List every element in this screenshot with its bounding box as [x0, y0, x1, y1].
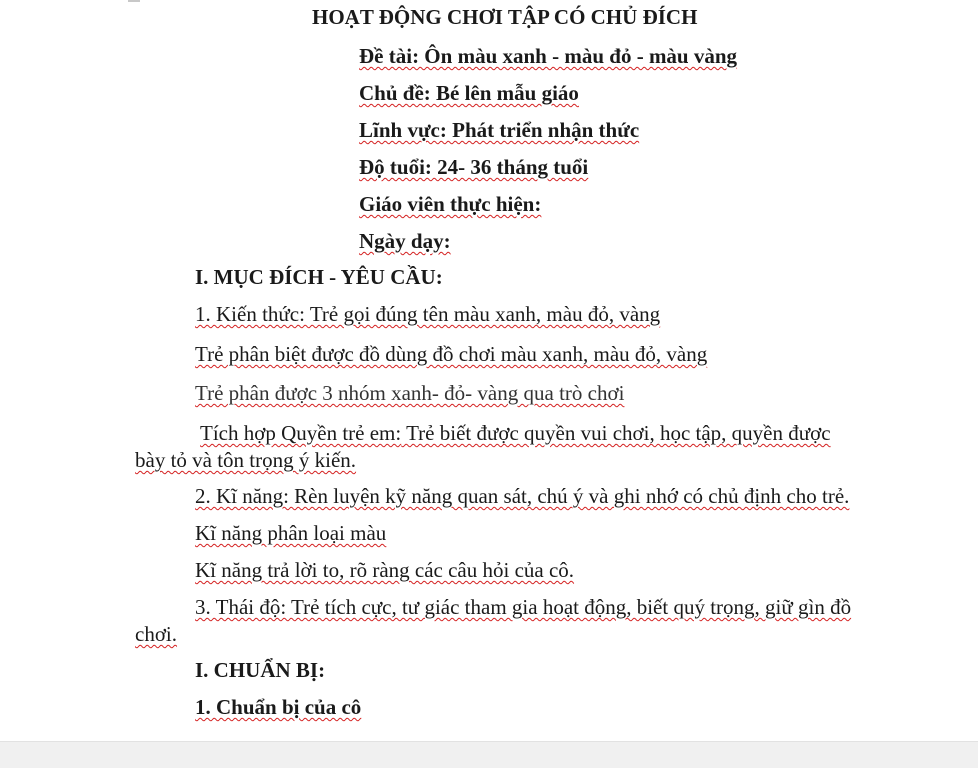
- meta-topic: Đề tài: Ôn màu xanh - màu đỏ - màu vàng: [359, 44, 738, 68]
- meta-teacher: Giáo viên thực hiện:: [359, 192, 542, 216]
- integration-text: Trẻ biết được quyền vui chơi, học tập, quyền được: [401, 421, 831, 445]
- section1-heading: I. MỤC ĐÍCH - YÊU CẦU:: [195, 265, 443, 289]
- skills-line: 2. Kĩ năng: Rèn luyện kỹ năng quan sát, chú ý và ghi nhớ có chủ định cho trẻ.: [195, 484, 850, 508]
- attitude-line: 3. Thái độ: Trẻ tích cực, tư giác tham gia hoạt động, biết quý trọng, giữ gìn đồ: [195, 595, 852, 619]
- bottom-bar: [0, 741, 978, 768]
- section2-heading: I. CHUẨN BỊ:: [195, 658, 326, 682]
- document-title: HOẠT ĐỘNG CHƠI TẬP CÓ CHỦ ĐÍCH: [312, 5, 698, 29]
- knowledge-line-2: Trẻ phân biệt được đồ dùng đồ chơi màu xanh, màu đỏ, vàng: [195, 342, 708, 366]
- integration-line: [200, 420, 831, 446]
- knowledge-line: 1. Kiến thức: Trẻ gọi đúng tên màu xanh, màu đỏ, vàng: [195, 302, 661, 326]
- teacher-prep-heading: 1. Chuẩn bị của cô: [195, 695, 362, 719]
- integration-line-cont: bày tỏ và tôn trọng ý kiến.: [135, 448, 357, 472]
- integration-label: Tích hợp Quyền trẻ em:: [200, 421, 402, 445]
- skills-line-2: Kĩ năng phân loại màu: [195, 521, 387, 545]
- attitude-line-cont: chơi.: [135, 622, 178, 646]
- meta-theme: Chủ đề: Bé lên mẫu giáo: [359, 81, 579, 105]
- meta-age: Độ tuổi: 24- 36 tháng tuổi: [359, 155, 589, 179]
- page-corner-mark: [128, 0, 140, 2]
- skills-line-3: Kĩ năng trả lời to, rõ ràng các câu hỏi của cô.: [195, 558, 575, 582]
- meta-field: Lĩnh vực: Phát triển nhận thức: [359, 118, 640, 142]
- knowledge-line-3: Trẻ phân được 3 nhóm xanh- đỏ- vàng qua trò chơi: [195, 381, 625, 405]
- meta-date: Ngày dạy:: [359, 229, 451, 253]
